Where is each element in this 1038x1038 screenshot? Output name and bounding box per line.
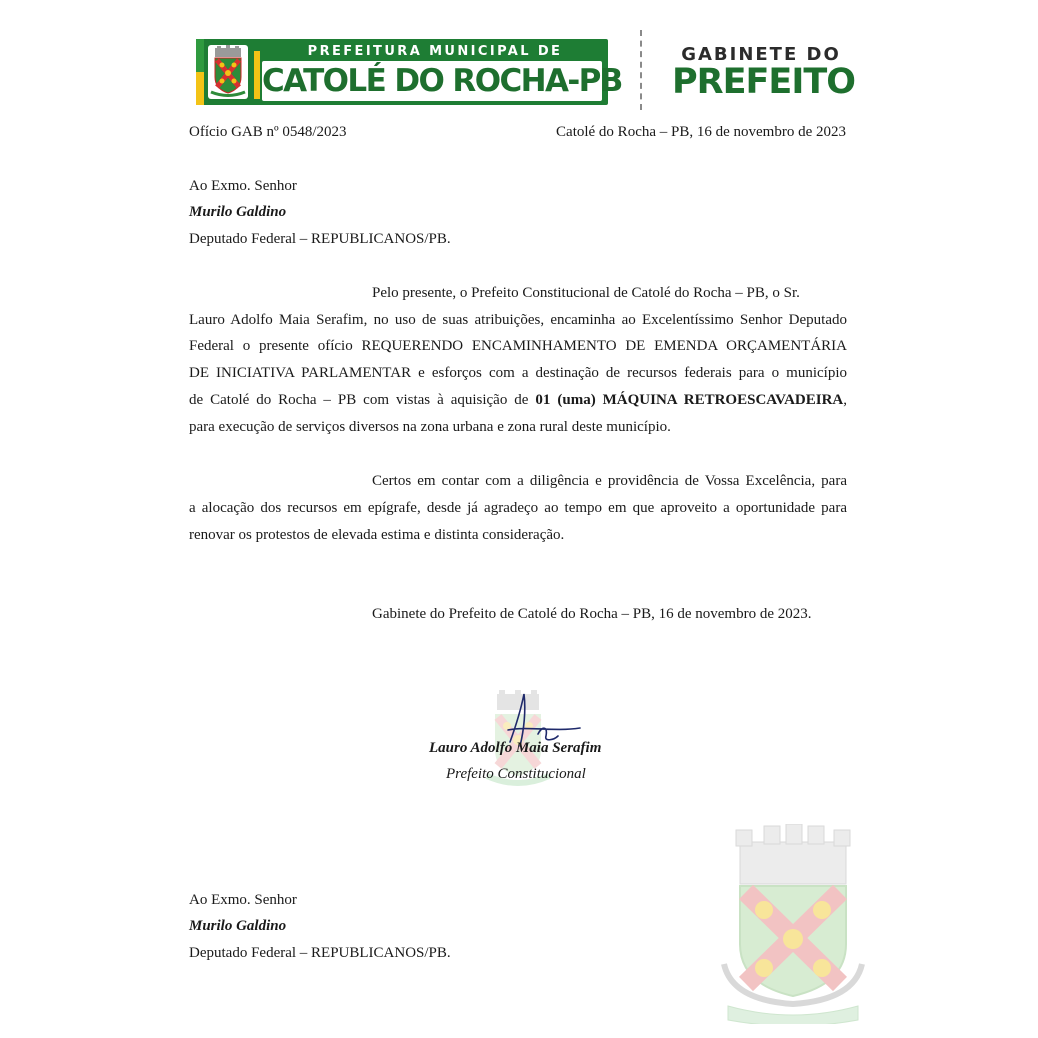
- office-reference: Ofício GAB nº 0548/2023: [189, 124, 347, 140]
- cabinet-title: PREFEITO: [672, 62, 855, 102]
- paragraph1-line1: Pelo presente, o Prefeito Constitucional de Catolé do Rocha – PB, o Sr.: [372, 285, 800, 301]
- paragraph1-line6: para execução de serviços diversos na zona urbana e zona rural deste município.: [189, 419, 671, 435]
- paragraph2-line2: a alocação dos recursos em epígrafe, desde já agradeço ao tempo em que aproveito a oportunidade para: [189, 500, 847, 516]
- paragraph2-line1: Certos em contar com a diligência e providência de Vossa Excelência, para: [372, 473, 847, 489]
- municipality-banner: [196, 39, 622, 105]
- banner-accent-bar: [254, 51, 260, 99]
- paragraph2-line3: renovar os protestos de elevada estima e distinta consideração.: [189, 527, 565, 543]
- banner-title-box: [262, 61, 622, 101]
- footer-recipient-salutation: Ao Exmo. Senhor: [189, 892, 297, 908]
- cabinet-label: GABINETE DO: [681, 44, 841, 65]
- paragraph1-line3: Federal o presente ofício REQUERENDO ENCAMINHAMENTO DE EMENDA ORÇAMENTÁRIA: [189, 338, 847, 354]
- banner-title: CATOLÉ DO ROCHA-PB: [262, 63, 622, 99]
- paragraph1-line4: DE INICIATIVA PARLAMENTAR e esforços com a destinação de recursos federais para o município: [189, 365, 847, 381]
- signatory-name: Lauro Adolfo Maia Serafim: [429, 740, 602, 756]
- flag-stripe: [196, 39, 204, 105]
- header-divider: [640, 30, 642, 110]
- municipal-crest-logo: [208, 45, 248, 99]
- equipment-request: 01 (uma) MÁQUINA RETROESCAVADEIRA: [535, 392, 844, 408]
- closing-place-date: Gabinete do Prefeito de Catolé do Rocha – PB, 16 de novembro de 2023.: [372, 606, 812, 622]
- footer-recipient-name: Murilo Galdino: [189, 918, 287, 934]
- recipient-salutation: Ao Exmo. Senhor: [189, 178, 297, 194]
- signatory-role: Prefeito Constitucional: [446, 766, 586, 782]
- paragraph1-line5: de Catolé do Rocha – PB com vistas à aquisição de 01 (uma) MÁQUINA RETROESCAVADEIRA,: [189, 392, 847, 408]
- banner-subtitle: PREFEITURA MUNICIPAL DE: [307, 44, 563, 59]
- recipient-title: Deputado Federal – REPUBLICANOS/PB.: [189, 231, 451, 247]
- coat-of-arms-watermark: [718, 824, 868, 1024]
- recipient-name: Murilo Galdino: [189, 204, 287, 220]
- place-date: Catolé do Rocha – PB, 16 de novembro de 2023: [556, 124, 846, 140]
- paragraph1-line2: Lauro Adolfo Maia Serafim, no uso de suas atribuições, encaminha ao Excelentíssimo Senhor Deputado: [189, 312, 847, 328]
- footer-recipient-title: Deputado Federal – REPUBLICANOS/PB.: [189, 945, 451, 961]
